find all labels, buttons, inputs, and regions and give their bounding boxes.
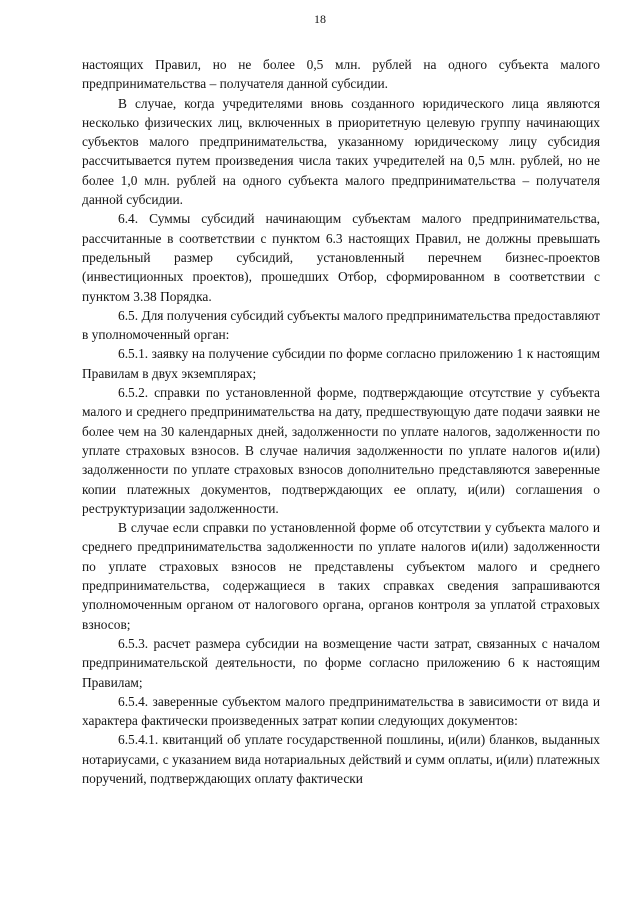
paragraph-4: 6.5. Для получения субсидий субъекты малого предпринимательства предоставляют в уполномоченный орган: (82, 307, 600, 343)
paragraph-5: 6.5.1. заявку на получение субсидии по форме согласно приложению 1 к настоящим Правилам в двух экземплярах; (82, 346, 600, 381)
paragraph-6: 6.5.2. справки по установленной форме, подтверждающие отсутствие у субъекта малого и среднего предпринимательства на дату, предшествующую дате подачи заявки не более чем на 30 календарных дней, задолженности по уплате налогов, задолженности по уплате страховых взносов. В случае наличия задолженности по уплате налогов и(или) задолженности по уплате страховых взносов дополнительно представляются заверенные копии платежных документов, подтверждающих ее оплату, и(или) соглашения о реструктуризации задолженности. (82, 385, 600, 516)
paragraph-1: настоящих Правил, но не более 0,5 млн. рублей на одного субъекта малого предпринимательства – получателя данной субсидии. (82, 57, 600, 92)
paragraph-7: В случае если справки по установленной форме об отсутствии у субъекта малого и среднего предпринимательства задолженности по уплате налогов и(или) задолженности по уплате страховых взносов не представлены субъектом малого и среднего предпринимательства, содержащиеся в таких справках сведения запрашиваются уполномоченным органом от налогового органа, органов контроля за уплатой страховых взносов; (82, 520, 600, 632)
paragraph-9: 6.5.4. заверенные субъектом малого предпринимательства в зависимости от вида и характера фактически произведенных затрат копии следующих документов: (82, 693, 600, 729)
paragraph-10: 6.5.4.1. квитанций об уплате государственной пошлины, и(или) бланков, выданных нотариусами, с указанием вида нотариальных действий и сумм оплаты, и(или) платежных поручений, подтверждающих оплату фактически (82, 732, 600, 786)
document-body (82, 55, 600, 788)
paragraph-8: 6.5.3. расчет размера субсидии на возмещение части затрат, связанных с началом предпринимательской деятельности, по форме согласно приложению 6 к настоящим Правилам; (82, 635, 600, 690)
paragraph-3: 6.4. Суммы субсидий начинающим субъектам малого предпринимательства, рассчитанные в соответствии с пунктом 6.3 настоящих Правил, не должны превышать предельный размер субсидий, установленный перечнем бизнес-проектов (инвестиционных проектов), прошедших Отбор, сформированном в соответствии с пунктом 3.38 Порядка. (82, 211, 600, 304)
paragraph-2: В случае, когда учредителями вновь созданного юридического лица являются несколько физических лиц, включенных в приоритетную целевую группу начинающих субъектов малого предпринимательства, указанному юридическому лицу субсидия рассчитывается путем произведения числа таких учредителей на 0,5 млн. рублей, но не более 1,0 млн. рублей на одного субъекта малого предпринимательства – получателя данной субсидии. (82, 95, 600, 208)
page-number: 18 (314, 12, 326, 26)
